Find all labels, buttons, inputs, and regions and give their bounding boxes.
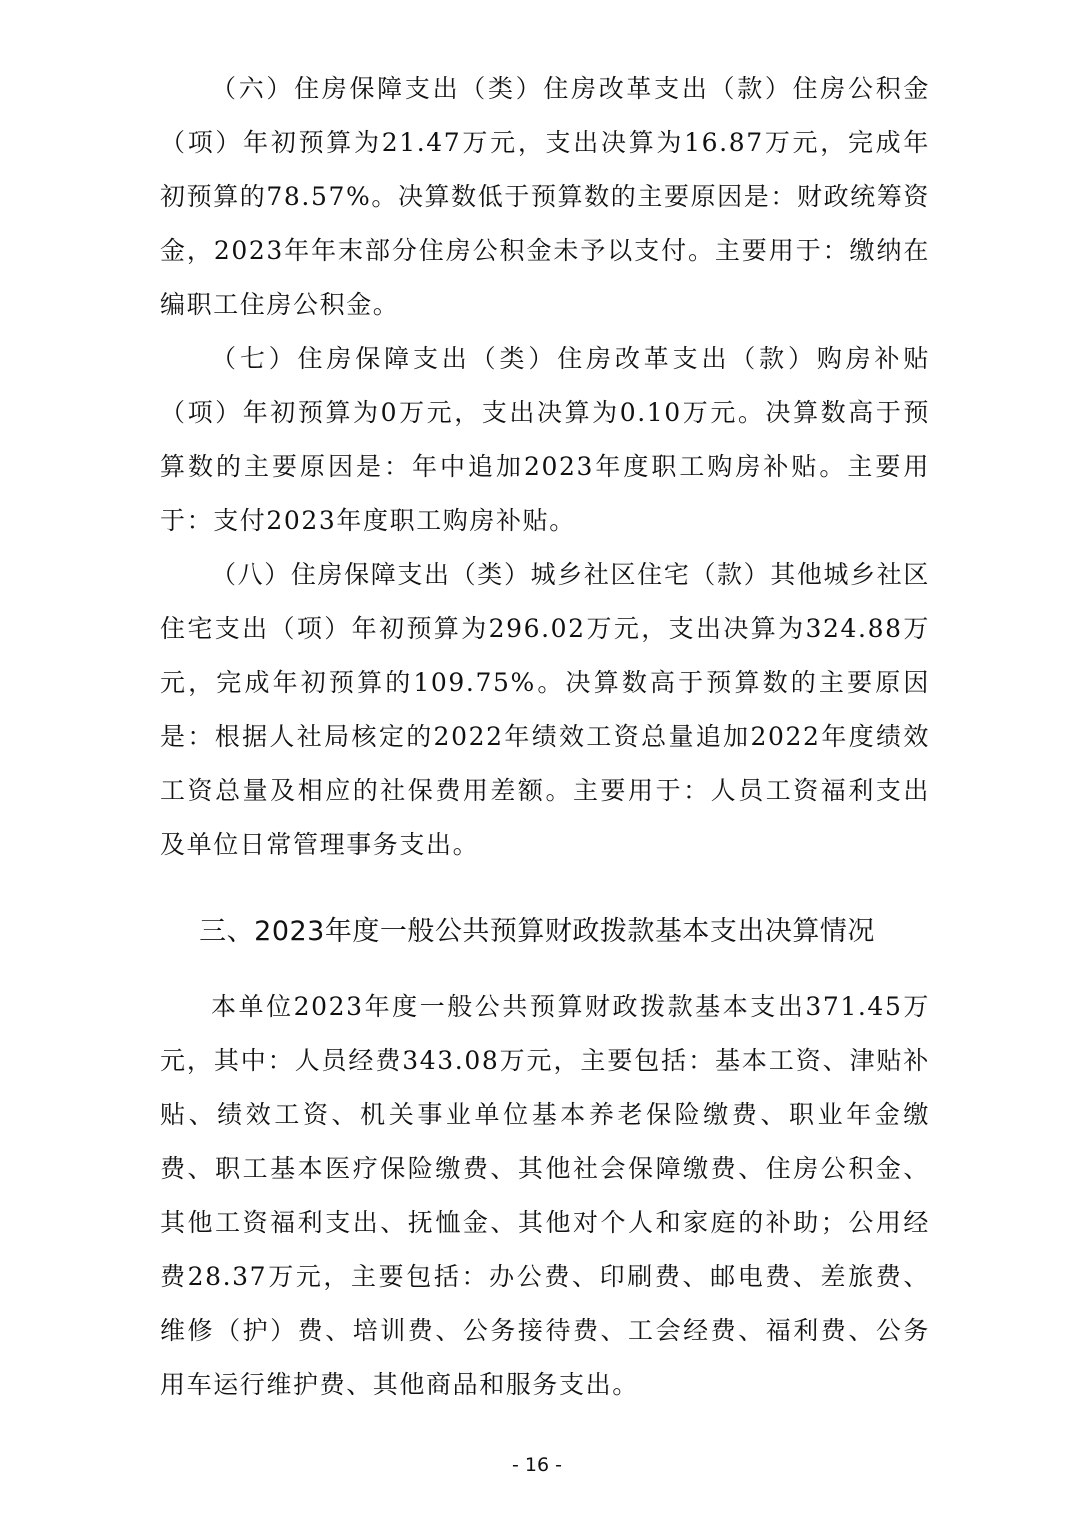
- page-number: - 16 -: [512, 1454, 562, 1476]
- paragraph-other-community-housing: （八）住房保障支出（类）城乡社区住宅（款）其他城乡社区住宅支出（项）年初预算为296.02万元，支出决算为324.88万元，完成年初预算的109.75%。决算数高于预算数的主要原因是：根据人社局核定的2022年绩效工资总量追加2022年度绩效工资总量及相应的社保费用差额。主要用于：人员工资福利支出及单位日常管理事务支出。: [160, 560, 930, 859]
- section-heading-basic-expenditure: 三、2023年度一般公共预算财政拨款基本支出决算情况: [199, 916, 875, 947]
- paragraph-housing-purchase-subsidy: （七）住房保障支出（类）住房改革支出（款）购房补贴（项）年初预算为0万元，支出决算为0.10万元。决算数高于预算数的主要原因是：年中追加2023年度职工购房补贴。主要用于：支付2023年度职工购房补贴。: [160, 344, 930, 535]
- paragraph-housing-provident-fund: （六）住房保障支出（类）住房改革支出（款）住房公积金（项）年初预算为21.47万元，支出决算为16.87万元，完成年初预算的78.57%。决算数低于预算数的主要原因是：财政统筹资金，2023年年末部分住房公积金未予以支付。主要用于：缴纳在编职工住房公积金。: [160, 74, 930, 319]
- paragraph-basic-expenditure: 本单位2023年度一般公共预算财政拨款基本支出371.45万元，其中：人员经费343.08万元，主要包括：基本工资、津贴补贴、绩效工资、机关事业单位基本养老保险缴费、职业年金缴费、职工基本医疗保险缴费、其他社会保障缴费、住房公积金、其他工资福利支出、抚恤金、其他对个人和家庭的补助；公用经费28.37万元，主要包括：办公费、印刷费、邮电费、差旅费、维修（护）费、培训费、公务接待费、工会经费、福利费、公务用车运行维护费、其他商品和服务支出。: [160, 992, 930, 1399]
